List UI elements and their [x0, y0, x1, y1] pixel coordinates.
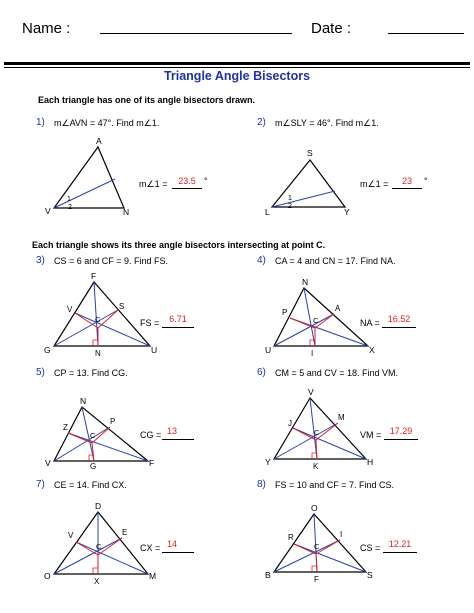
p2-vertex-l: L: [265, 207, 270, 217]
problem-3-answer-label: FS =: [140, 318, 160, 328]
p4-vertex-x: X: [369, 345, 375, 355]
p1-vertex-a: A: [96, 136, 102, 146]
section1-instruction: Each triangle has one of its angle bisectors drawn.: [38, 95, 256, 105]
problem-5-answer-label: CG =: [140, 430, 162, 440]
worksheet-title: Triangle Angle Bisectors: [163, 69, 311, 83]
p4-vertex-u: U: [265, 345, 272, 355]
p8-vertex-b: B: [265, 570, 271, 580]
p4-vertex-n: N: [302, 277, 309, 287]
p7-vertex-d: D: [95, 501, 102, 511]
problem-7-text: CE = 14. Find CX.: [54, 480, 127, 490]
p8-vertex-s: S: [367, 570, 373, 580]
p2-angle-2: 2: [288, 203, 292, 210]
problem-8-text: FS = 10 and CF = 7. Find CS.: [275, 480, 395, 490]
problem-1-degree: °: [204, 176, 208, 186]
p8-point-c: C: [314, 542, 320, 551]
p3-point-n: N: [95, 349, 101, 358]
header-rule-thin: [4, 67, 470, 68]
problem-4-text: CA = 4 and CN = 17. Find NA.: [275, 256, 396, 266]
problem-2-answer: 23: [401, 176, 412, 186]
p5-vertex-n: N: [80, 396, 87, 406]
p6-point-k: K: [313, 462, 319, 471]
p4-point-i: I: [311, 349, 314, 358]
problem-5-number: 5): [36, 367, 45, 378]
problem-2-text: m∠SLY = 46°. Find m∠1.: [275, 118, 379, 128]
p6-point-c: C: [314, 428, 320, 437]
p7-point-c: C: [96, 542, 102, 551]
problem-7-number: 7): [36, 479, 45, 490]
header-rule-thick: [4, 62, 470, 65]
problem-4-answer-label: NA =: [360, 318, 380, 328]
p5-point-p: P: [110, 417, 116, 426]
date-label: Date :: [311, 20, 352, 37]
problem-5-text: CP = 13. Find CG.: [54, 368, 128, 378]
section2-instruction: Each triangle shows its three angle bisectors intersecting at point C.: [32, 240, 326, 250]
p7-point-e: E: [122, 528, 128, 537]
p1-angle-1: 1: [67, 196, 71, 203]
p6-vertex-v: V: [308, 387, 314, 397]
problem-3-answer: 6.71: [169, 314, 187, 324]
p2-vertex-s: S: [307, 148, 313, 158]
problem-3-number: 3): [36, 255, 45, 266]
problem-7-answer-line[interactable]: [162, 552, 194, 553]
problem-2-number: 2): [257, 117, 266, 128]
p5-vertex-v: V: [45, 458, 51, 468]
problem-7-answer: 14: [166, 539, 177, 549]
p2-vertex-y: Y: [344, 207, 350, 217]
p5-vertex-f: F: [149, 458, 155, 468]
p4-point-c: C: [313, 316, 319, 325]
p6-vertex-y: Y: [265, 457, 271, 467]
problem-2-answer-label: m∠1 =: [360, 179, 389, 189]
problem-1-number: 1): [36, 117, 45, 128]
p3-point-s: S: [119, 302, 125, 311]
p1-vertex-v: V: [45, 206, 51, 216]
p3-vertex-u: U: [151, 345, 158, 355]
problem-8-answer: 12.21: [388, 539, 412, 549]
problem-8-answer-line[interactable]: [383, 552, 417, 553]
problem-6-answer: 17.29: [389, 426, 413, 436]
p3-point-v: V: [67, 305, 73, 314]
p8-point-r: R: [288, 533, 294, 542]
p8-point-f: F: [314, 575, 319, 584]
p3-point-c: C: [95, 315, 101, 324]
problem-4-answer-line[interactable]: [382, 327, 416, 328]
problem-3-text: CS = 6 and CF = 9. Find FS.: [54, 256, 169, 266]
problem-2-figure: [260, 145, 370, 225]
problem-1-text: m∠AVN = 47°. Find m∠1.: [54, 118, 160, 128]
problem-1-answer-label: m∠1 =: [139, 179, 168, 189]
p5-point-z: Z: [63, 423, 68, 432]
problem-4-answer: 16.52: [387, 314, 411, 324]
p7-vertex-m: M: [149, 571, 157, 581]
p8-point-i: I: [340, 530, 343, 539]
date-line[interactable]: [388, 33, 464, 34]
p5-point-c: C: [90, 431, 96, 440]
problem-2-answer-line[interactable]: [392, 188, 422, 189]
problem-4-number: 4): [257, 255, 266, 266]
problem-5-answer: 13: [166, 426, 177, 436]
p6-point-m: M: [338, 413, 345, 422]
problem-8-number: 8): [257, 479, 266, 490]
p3-vertex-f: F: [91, 271, 97, 281]
problem-3-figure: [40, 270, 165, 362]
p1-vertex-n: N: [123, 207, 130, 217]
p6-point-j: J: [288, 419, 292, 428]
problem-6-answer-label: VM =: [360, 430, 382, 440]
name-line[interactable]: [100, 33, 292, 34]
p7-vertex-o: O: [44, 571, 51, 581]
problem-1-answer-line[interactable]: [172, 188, 202, 189]
problem-5-answer-line[interactable]: [162, 439, 194, 440]
p4-point-a: A: [335, 304, 341, 313]
problem-8-answer-label: CS =: [360, 543, 381, 553]
problem-2-degree: °: [424, 176, 428, 186]
p1-angle-2: 2: [68, 204, 72, 211]
p7-point-v: V: [68, 531, 74, 540]
problem-3-answer-line[interactable]: [162, 327, 194, 328]
p6-vertex-h: H: [367, 457, 374, 467]
problem-1-answer: 23.5: [178, 176, 196, 186]
p2-angle-1: 1: [288, 195, 292, 202]
p3-vertex-g: G: [44, 345, 51, 355]
name-label: Name :: [22, 20, 71, 37]
p4-point-p: P: [282, 308, 288, 317]
problem-6-answer-line[interactable]: [384, 439, 418, 440]
p8-vertex-o: O: [311, 503, 318, 513]
problem-6-number: 6): [257, 367, 266, 378]
problem-6-text: CM = 5 and CV = 18. Find VM.: [275, 368, 399, 378]
problem-7-answer-label: CX =: [140, 543, 161, 553]
p5-point-g: G: [90, 462, 97, 471]
p7-point-x: X: [94, 577, 100, 586]
